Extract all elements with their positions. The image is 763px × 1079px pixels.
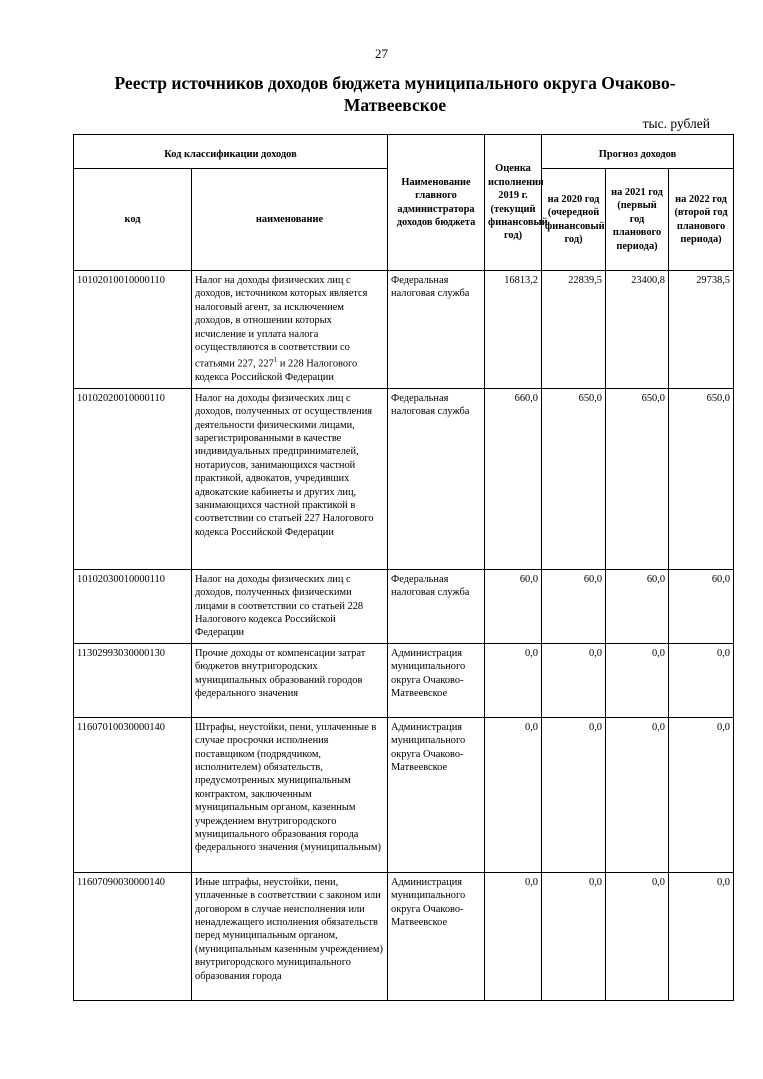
row-administrator: Федеральная налоговая служба: [388, 271, 485, 389]
row-administrator: Администрация муниципального округа Очаково-Матвеевское: [388, 717, 485, 872]
header-forecast: Прогноз доходов: [542, 135, 734, 169]
row-name: Иные штрафы, неустойки, пени, уплаченные в соответствии с законом или договором в случае неисполнения или ненадлежащего исполнения обязательств перед муниципальным органом, (муниципальным казенным учреждением) внутригородского муниципального образования города: [192, 872, 388, 1000]
header-year-2022: на 2022 год (второй год планового периода): [669, 169, 734, 271]
row-estimate: 16813,2: [485, 271, 542, 389]
row-code: 11607090030000140: [74, 872, 192, 1000]
row-name-part: Налог на доходы физических лиц с доходов, источником которых является налоговый агент, за исключением доходов, в отношении которых исчисление и уплата налога осуществляются в соответствии со статьями 227, 227: [195, 275, 368, 370]
row-estimate: 60,0: [485, 569, 542, 643]
header-year-2020: на 2020 год (очередной финансовый год): [542, 169, 606, 271]
row-administrator: Федеральная налоговая служба: [388, 569, 485, 643]
row-estimate: 0,0: [485, 643, 542, 717]
row-year-2021: 0,0: [606, 643, 669, 717]
row-year-2020: 0,0: [542, 717, 606, 872]
header-year-2021: на 2021 год (первый год планового периода): [606, 169, 669, 271]
row-year-2020: 22839,5: [542, 271, 606, 389]
header-classification: Код классификации доходов: [74, 135, 388, 169]
row-estimate: 660,0: [485, 388, 542, 569]
row-year-2020: 650,0: [542, 388, 606, 569]
row-code: 11607010030000140: [74, 717, 192, 872]
row-year-2021: 60,0: [606, 569, 669, 643]
row-year-2021: 23400,8: [606, 271, 669, 389]
row-name-superscript: 1: [273, 356, 278, 365]
row-name: Прочие доходы от компенсации затрат бюджетов внутригородских муниципальных образований городов федерального значения: [192, 643, 388, 717]
row-name: Налог на доходы физических лиц с доходов, полученных от осуществления деятельности физическими лицами, зарегистрированными в качестве индивидуальных предпринимателей, нотариусов, занимающихся частной практикой, адвокатов, учредивших адвокатские кабинеты и других лиц, занимающихся частной практикой в соответствии со статьей 227 Налогового кодекса Российской Федерации: [192, 388, 388, 569]
header-code: код: [74, 169, 192, 271]
header-administrator: Наименование главного администратора доходов бюджета: [388, 135, 485, 271]
units-label: тыс. рублей: [642, 116, 710, 131]
row-year-2021: 0,0: [606, 717, 669, 872]
row-year-2020: 0,0: [542, 872, 606, 1000]
row-year-2022: 0,0: [669, 643, 734, 717]
row-estimate: 0,0: [485, 872, 542, 1000]
table-row: [74, 569, 734, 643]
row-year-2021: 650,0: [606, 388, 669, 569]
table-row: [74, 872, 734, 1000]
row-code: 10102030010000110: [74, 569, 192, 643]
row-name: Налог на доходы физических лиц с доходов, полученных физическими лицами в соответствии со статьей 228 Налогового кодекса Российской Федерации: [192, 569, 388, 643]
row-code: 11302993030000130: [74, 643, 192, 717]
row-year-2021: 0,0: [606, 872, 669, 1000]
row-year-2022: 650,0: [669, 388, 734, 569]
header-estimate: Оценка исполнения 2019 г. (текущий финансовый год): [485, 135, 542, 271]
page-number: 27: [375, 46, 388, 61]
table-row: [74, 271, 734, 389]
document-title: Реестр источников доходов бюджета муниципального округа Очаково-Матвеевское: [114, 73, 676, 115]
table-row: [74, 717, 734, 872]
header-name: наименование: [192, 169, 388, 271]
row-year-2020: 60,0: [542, 569, 606, 643]
row-administrator: Администрация муниципального округа Очаково-Матвеевское: [388, 643, 485, 717]
row-year-2022: 0,0: [669, 872, 734, 1000]
row-name: [192, 271, 388, 389]
row-year-2022: 60,0: [669, 569, 734, 643]
row-code: 10102020010000110: [74, 388, 192, 569]
row-year-2020: 0,0: [542, 643, 606, 717]
row-year-2022: 0,0: [669, 717, 734, 872]
row-year-2022: 29738,5: [669, 271, 734, 389]
table-row: [74, 643, 734, 717]
row-name: Штрафы, неустойки, пени, уплаченные в случае просрочки исполнения поставщиком (подрядчиком, исполнителем) обязательств, предусмотренных муниципальным контрактом, заключенным муниципальным органом, казенным учреждением внутригородского муниципального образования города федерального значения (муниципальным): [192, 717, 388, 872]
row-estimate: 0,0: [485, 717, 542, 872]
row-code: 10102010010000110: [74, 271, 192, 389]
revenue-registry-table: [73, 134, 734, 1001]
row-administrator: Администрация муниципального округа Очаково-Матвеевское: [388, 872, 485, 1000]
row-administrator: Федеральная налоговая служба: [388, 388, 485, 569]
row-name-part: и 228 Налогового кодекса Российской Федерации: [195, 358, 358, 384]
table-row: [74, 388, 734, 569]
